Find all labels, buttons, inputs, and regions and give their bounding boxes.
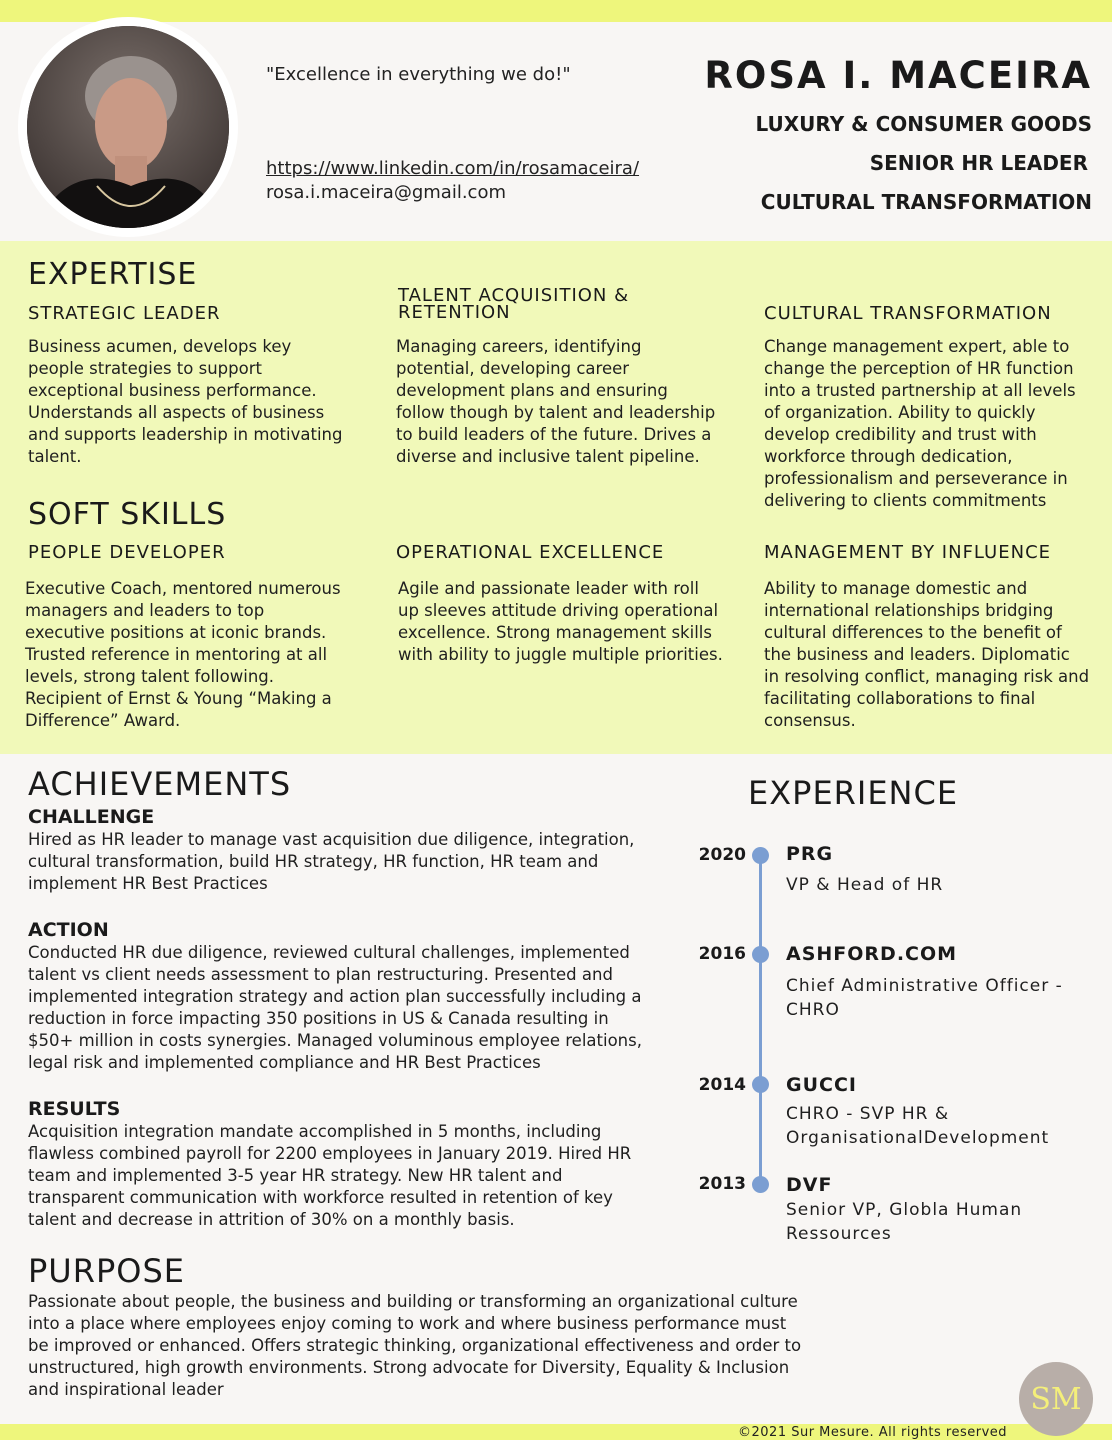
timeline-year: 2020 (698, 845, 746, 865)
action-text: Conducted HR due diligence, reviewed cultural challenges, implemented talent vs client needs assessment to plan restructuring. Presented and implemented integration strategy and action plan successfully including a reduction in force impacting 350 positions in US & Canada resulting in $50+ million in costs synergies. Managed voluminous employee relations, legal risk and implemented compliance and HR Best Practices (28, 943, 642, 1072)
job-title: Senior VP, Globla Human Ressources (786, 1200, 1023, 1244)
job-title: VP & Head of HR (786, 875, 944, 895)
action-heading: ACTION (28, 919, 109, 941)
avatar (27, 26, 229, 228)
purpose-title: PURPOSE (28, 1252, 185, 1290)
achievements-title: ACHIEVEMENTS (28, 765, 292, 803)
challenge-heading: CHALLENGE (28, 806, 155, 828)
personal-quote: "Excellence in everything we do!" (266, 64, 571, 85)
timeline-year: 2014 (698, 1075, 746, 1095)
expertise-text-2: Managing careers, identifying potential, developing career development plans and ensuring follow though by talent and leadership to build leaders of the future. Drives a diverse and inclusive talent pipeline. (396, 337, 716, 466)
soft-skill-text-2: Agile and passionate leader with roll up sleeves attitude driving operational excellence. Strong management skills with ability to juggle multiple priorities. (398, 579, 723, 664)
company-name: GUCCI (786, 1074, 857, 1096)
tag-industry: LUXURY & CONSUMER GOODS (755, 112, 1092, 136)
experience-title: EXPERIENCE (748, 774, 959, 812)
soft-skill-heading-2: OPERATIONAL EXCELLENCE (396, 542, 665, 563)
company-name: ASHFORD.COM (786, 943, 958, 965)
challenge-text: Hired as HR leader to manage vast acquisition due diligence, integration, cultural transformation, build HR strategy, HR function, HR team and implement HR Best Practices (28, 830, 635, 893)
candidate-name: ROSA I. MACEIRA (704, 54, 1092, 97)
expertise-heading-2: TALENT ACQUISITION & RETENTION (398, 285, 630, 323)
company-name: DVF (786, 1174, 833, 1196)
timeline-dot (752, 847, 769, 864)
soft-skill-text-3: Ability to manage domestic and international relationships bridging cultural differences to the benefit of the business and leaders. Diplomatic in resolving conflict, managing risk and facilitating collaborations to final consensus. (764, 579, 1090, 730)
soft-skill-heading-3: MANAGEMENT BY INFLUENCE (764, 542, 1052, 563)
company-name: PRG (786, 843, 834, 865)
timeline-dot (752, 1176, 769, 1193)
results-text: Acquisition integration mandate accomplished in 5 months, including flawless combined payroll for 2200 employees in January 2019. Hired HR team and implemented 3-5 year HR strategy. New HR talent and transparent communication with workforce resulted in retention of key talent and decrease in attrition of 30% on a monthly basis. (28, 1122, 632, 1229)
tag-role: SENIOR HR LEADER (869, 151, 1088, 175)
expertise-heading-1: STRATEGIC LEADER (28, 303, 221, 324)
soft-skills-title: SOFT SKILLS (28, 497, 227, 532)
expertise-text-1: Business acumen, develops key people strategies to support exceptional business performance. Understands all aspects of business and supports leadership in motivating talent. (28, 337, 343, 466)
top-accent-band (0, 0, 1112, 22)
linkedin-link[interactable]: https://www.linkedin.com/in/rosamaceira/ (266, 158, 640, 179)
soft-skill-heading-1: PEOPLE DEVELOPER (28, 542, 226, 563)
timeline-year: 2013 (698, 1174, 746, 1194)
expertise-heading-3: CULTURAL TRANSFORMATION (764, 303, 1052, 324)
timeline-line (759, 856, 762, 1186)
timeline-year: 2016 (698, 944, 746, 964)
copyright-footer: ©2021 Sur Mesure. All rights reserved (738, 1425, 1008, 1440)
soft-skill-text-1: Executive Coach, mentored numerous managers and leaders to top executive positions at iconic brands. Trusted reference in mentoring at all levels, strong talent following. Recipient of Ernst & Young “Making a Difference” Award. (25, 579, 341, 730)
timeline-dot (752, 946, 769, 963)
job-title: Chief Administrative Officer - CHRO (786, 976, 1063, 1020)
expertise-title: EXPERTISE (28, 257, 198, 292)
purpose-text: Passionate about people, the business and building or transforming an organizational culture into a place where employees enjoy coming to work and where business performance must be improved or enhanced. Offers strategic thinking, organizational effectiveness and order to unstructured, high growth environments. Strong advocate for Diversity, Equality & Inclusion and inspirational leader (28, 1292, 802, 1399)
brand-logo: SM (1019, 1362, 1093, 1436)
timeline-dot (752, 1076, 769, 1093)
tag-focus: CULTURAL TRANSFORMATION (760, 190, 1092, 214)
email-address: rosa.i.maceira@gmail.com (266, 182, 506, 203)
job-title: CHRO - SVP HR & OrganisationalDevelopment (786, 1104, 1050, 1148)
results-heading: RESULTS (28, 1098, 121, 1120)
expertise-text-3: Change management expert, able to change the perception of HR function into a trusted partnership at all levels of organization. Ability to quickly develop credibility and trust with workforce through dedication, professionalism and perseverance in delivering to clients commitments (764, 337, 1076, 510)
